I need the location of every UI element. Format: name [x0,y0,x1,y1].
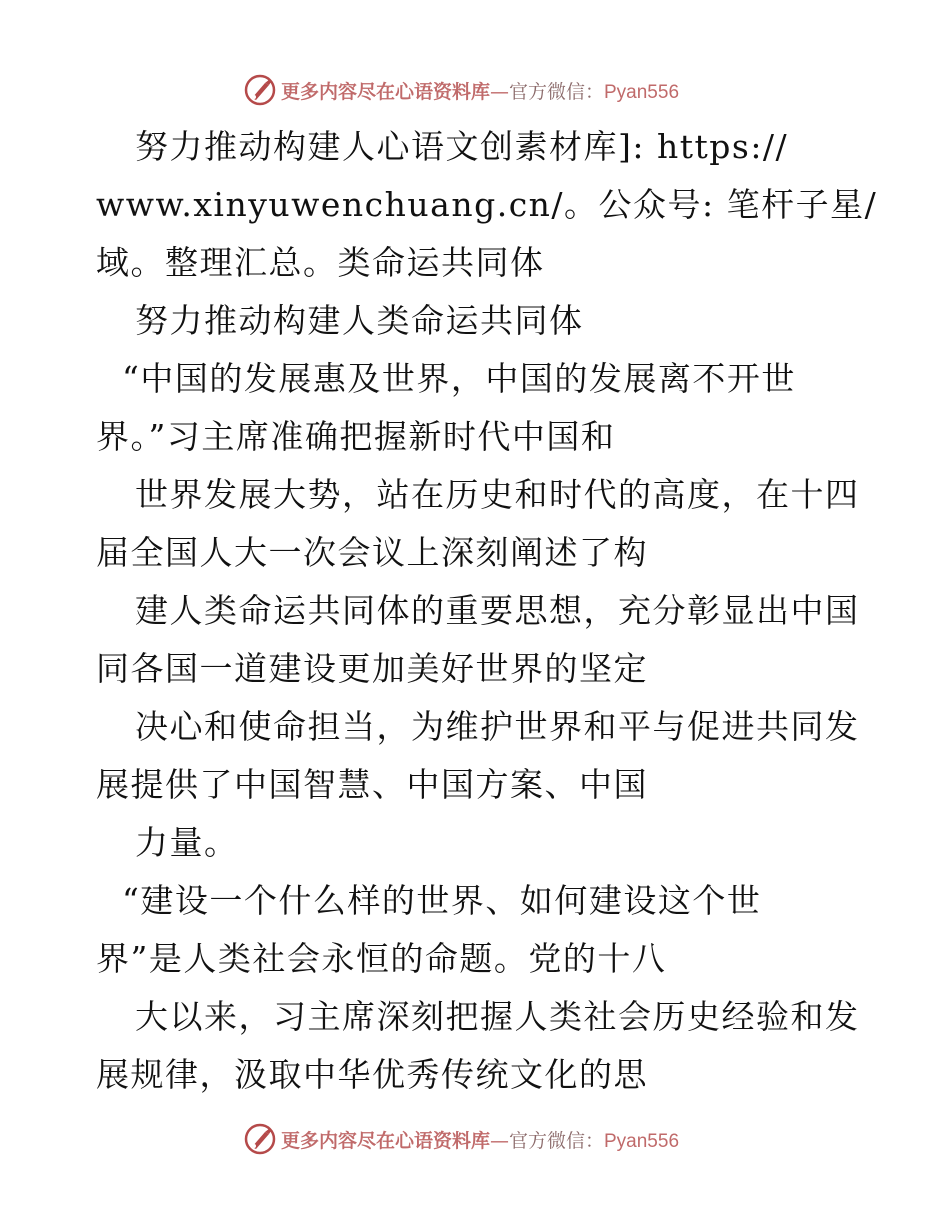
body-line: 力量。 [135,823,239,862]
body-line: 同各国一道建设更加美好世界的坚定 [96,649,648,688]
quill-pen-seal-icon [243,73,277,107]
document-body [96,118,878,1104]
footer-banner-official: 官方微信： [508,1129,604,1152]
footer-watermark-banner [0,1121,950,1157]
footer-banner-text [281,1126,679,1153]
header-banner-official: 官方微信： [508,80,604,103]
body-line: 展提供了中国智慧、中国方案、中国 [96,765,648,804]
body-line: “中国的发展惠及世界，中国的发展离不开世 [122,359,796,398]
header-banner-wechat-id: Pyan556 [604,81,680,103]
body-line: 世界发展大势，站在历史和时代的高度，在十四 [135,475,860,514]
body-line: 届全国人大一次会议上深刻阐述了构 [96,533,648,572]
footer-banner-wechat-id: Pyan556 [604,1130,680,1152]
body-line: 大以来，习主席深刻把握人类社会历史经验和发 [135,997,860,1036]
body-line: www.xinyuwenchuang.cn/。公众号: 笔杆子星/ [96,185,878,224]
quill-pen-seal-icon [243,1122,277,1156]
body-line: “建设一个什么样的世界、如何建设这个世 [122,881,762,920]
body-line: 决心和使命担当，为维护世界和平与促进共同发 [135,707,860,746]
body-line: 域。整理汇总。类命运共同体 [96,243,545,282]
footer-banner-main: 更多内容尽在心语资料库 [280,1129,490,1152]
body-line: 界。”习主席准确把握新时代中国和 [96,417,616,456]
header-banner-separator: — [489,80,509,103]
body-line: 努力推动构建人类命运共同体 [135,301,584,340]
header-watermark-banner [0,72,950,108]
body-line: 建人类命运共同体的重要思想，充分彰显出中国 [135,591,860,630]
body-line: 界”是人类社会永恒的命题。党的十八 [96,939,667,978]
body-line: 展规律，汲取中华优秀传统文化的思 [96,1055,648,1094]
body-line: 努力推动构建人心语文创素材库]: https:// [135,127,789,166]
footer-banner-separator: — [489,1129,509,1152]
header-banner-text [281,77,679,104]
header-banner-main: 更多内容尽在心语资料库 [280,80,490,103]
